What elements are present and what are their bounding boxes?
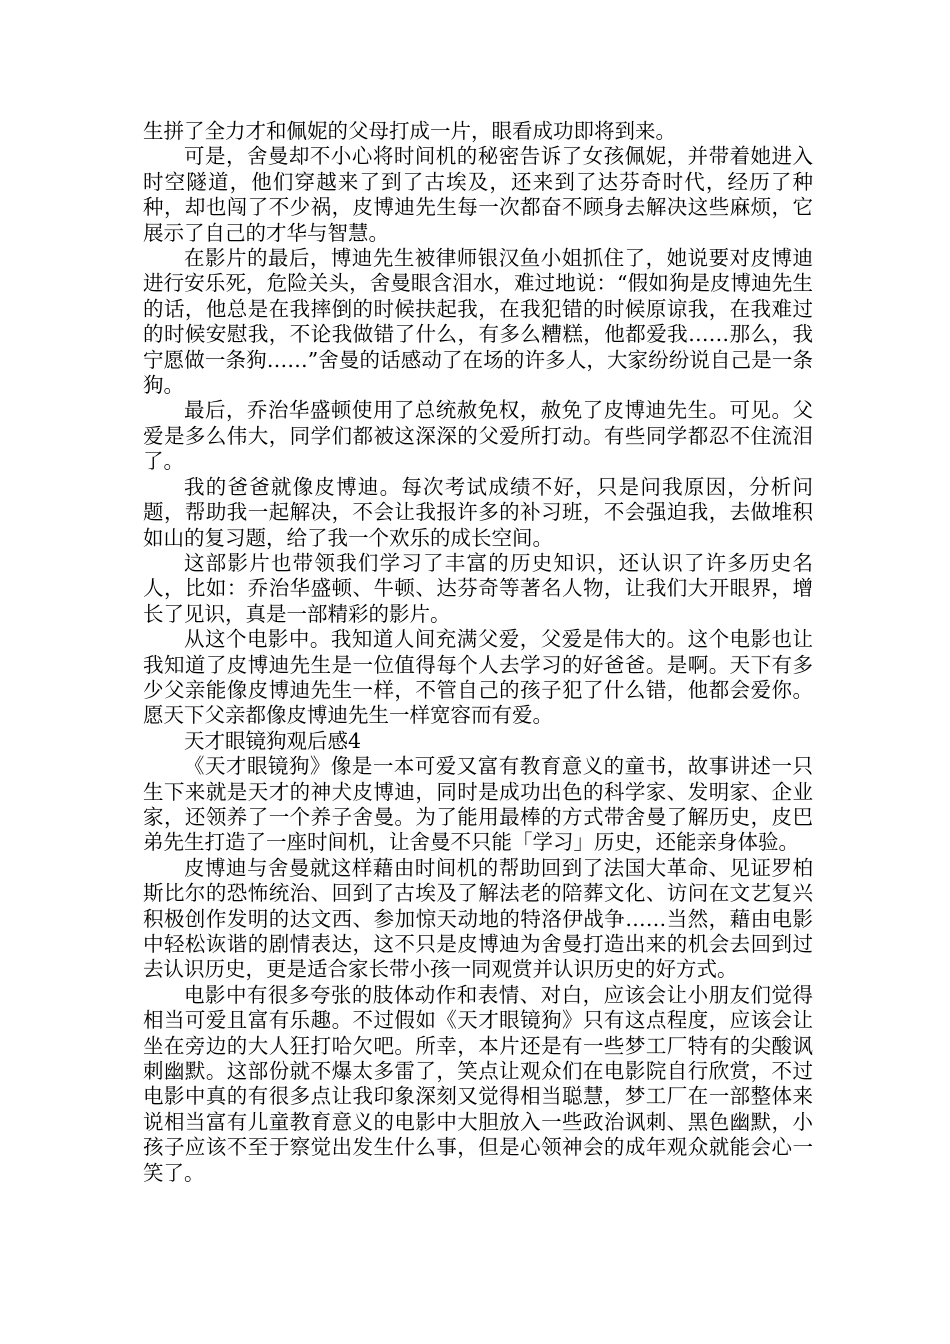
paragraph-1: 生拼了全力才和佩妮的父母打成一片，眼看成功即将到来。 bbox=[143, 119, 676, 143]
paragraph-3: 在影片的最后，博迪先生被律师银汉鱼小姐抓住了，她说要对皮博迪进行安乐死，危险关头，舍曼眼含泪水，难过地说：“假如狗是皮博迪先生的话，他总是在我摔倒的时候扶起我，在我犯错的时候原谅我，在我难过的时候安慰我，不论我做错了什么，有多么糟糕，他都爱我……那么，我宁愿做一条狗……”舍曼的话感动了在场的许多人，大家纷纷说自己是一条狗。 bbox=[143, 246, 813, 398]
section-heading: 天才眼镜狗观后感4 bbox=[184, 728, 362, 753]
paragraph-2: 可是，舍曼却不小心将时间机的秘密告诉了女孩佩妮，并带着她进入时空隧道，他们穿越来了到了古埃及，还来到了达芬奇时代，经历了种种，却也闯了不少祸，皮博迪先生每一次都奋不顾身去解决这些麻烦，它展示了自己的才华与智慧。 bbox=[143, 144, 813, 245]
paragraph-5: 我的爸爸就像皮博迪。每次考试成绩不好，只是问我原因，分析问题，帮助我一起解决，不会让我报许多的补习班，不会强迫我，去做堆积如山的复习题，给了我一个欢乐的成长空间。 bbox=[143, 474, 813, 550]
document-page bbox=[143, 119, 813, 1186]
paragraph-10: 电影中有很多夸张的肢体动作和表情、对白，应该会让小朋友们觉得相当可爱且富有乐趣。不过假如《天才眼镜狗》只有这点程度，应该会让坐在旁边的大人狂打哈欠吧。所幸，本片还是有一些梦工厂特有的尖酸讽刺幽默。这部份就不爆太多雷了，笑点让观众们在电影院自行欣赏，不过电影中真的有很多点让我印象深刻又觉得相当聪慧，梦工厂在一部整体来说相当富有儿童教育意义的电影中大胆放入一些政治讽刺、黑色幽默，小孩子应该不至于察觉出发生什么事，但是心领神会的成年观众就能会心一笑了。 bbox=[143, 982, 813, 1185]
paragraph-6: 这部影片也带领我们学习了丰富的历史知识，还认识了许多历史名人，比如：乔治华盛顿、牛顿、达芬奇等著名人物，让我们大开眼界，增长了见识，真是一部精彩的影片。 bbox=[143, 550, 813, 626]
paragraph-9: 皮博迪与舍曼就这样藉由时间机的帮助回到了法国大革命、见证罗柏斯比尔的恐怖统治、回到了古埃及了解法老的陪葬文化、访问在文艺复兴积极创作发明的达文西、参加惊天动地的特洛伊战争……当然，藉由电影中轻松诙谐的剧情表达，这不只是皮博迪为舍曼打造出来的机会去回到过去认识历史，更是适合家长带小孩一同观赏并认识历史的好方式。 bbox=[143, 855, 813, 982]
paragraph-8: 《天才眼镜狗》像是一本可爱又富有教育意义的童书，故事讲述一只生下来就是天才的神犬皮博迪，同时是成功出色的科学家、发明家、企业家，还领养了一个养子舍曼。为了能用最棒的方式带舍曼了解历史，皮巴弟先生打造了一座时间机，让舍曼不只能「学习」历史，还能亲身体验。 bbox=[143, 754, 813, 855]
paragraph-4: 最后，乔治华盛顿使用了总统赦免权，赦免了皮博迪先生。可见。父爱是多么伟大，同学们都被这深深的父爱所打动。有些同学都忍不住流泪了。 bbox=[143, 398, 813, 474]
paragraph-7: 从这个电影中。我知道人间充满父爱，父爱是伟大的。这个电影也让我知道了皮博迪先生是一位值得每个人去学习的好爸爸。是啊。天下有多少父亲能像皮博迪先生一样，不管自己的孩子犯了什么错，他都会爱你。愿天下父亲都像皮博迪先生一样宽容而有爱。 bbox=[143, 627, 813, 728]
